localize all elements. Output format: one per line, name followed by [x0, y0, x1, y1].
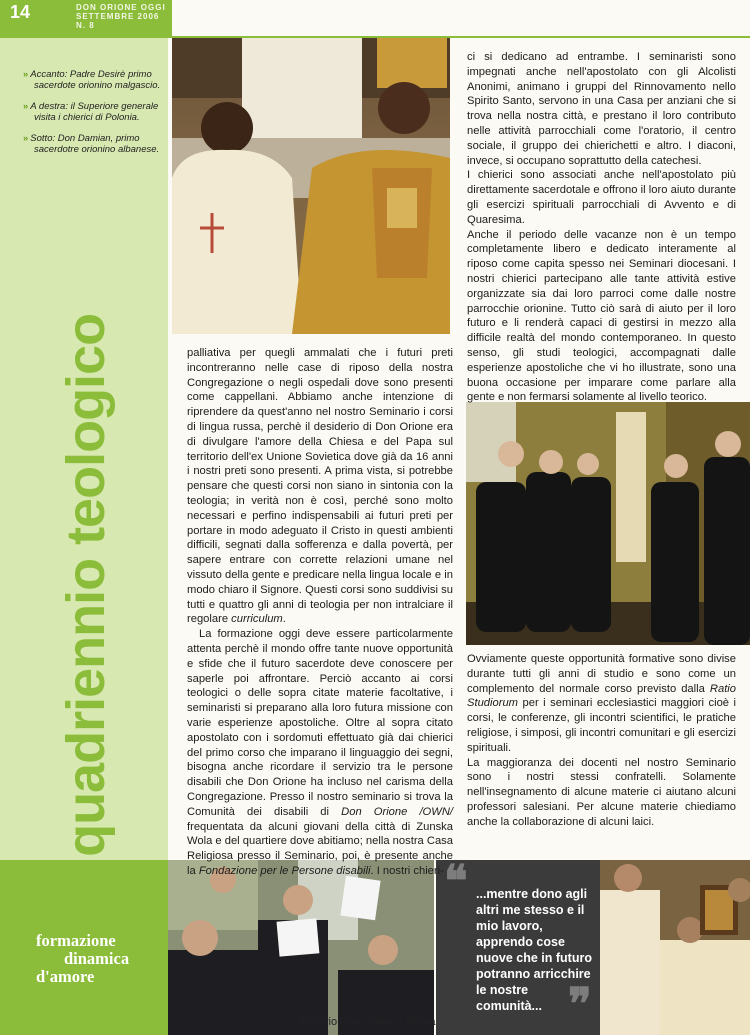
section-label [36, 932, 166, 986]
paragraph [467, 652, 736, 756]
caption-left: » Accanto: Padre Desirè primo sacerdote orionino malgascio. [23, 69, 161, 91]
photo-don-damian [600, 860, 750, 1035]
text-run: Ovviamente queste opportunità formative sono divise durante tutti gli anni di studio e sono come un complemento del normale corso previsto dalla [467, 653, 736, 695]
section-label-line: d'amore [36, 967, 95, 986]
paragraph: Anche il periodo delle vacanze non è un tempo completamente libero e dedicato interamente al riposo come capita spesso nei Seminari diocesani. I nostri chierici partecipano alle tante attività estive organizzate sia dai loro parroci come dalle nostre parrocchie orionine. Tutto ciò sarà di aiuto per il loro futuro e li renderà capaci di gestirsi in mezzo alla difficile realtà del mondo contemporaneo. In questo senso, gli studi teologici, accompagnati dalle esperienze apostoliche che vi ho illustrate, sono una buona occasione per imparare come parlare alla gente e non fermarsi solamente al livello teorico. [467, 228, 736, 404]
paragraph [187, 627, 453, 879]
section-title: quadriennio teologico [56, 313, 116, 857]
caption-bottom: » Sotto: Don Damian, primo sacerdotre orionino albanese. [23, 133, 160, 155]
photo-padre-desire [172, 38, 450, 334]
paragraph: palliativa per quegli ammalati che i futuri preti incontreranno nelle case di riposo della nostra Congregazione o negli ospedali dove sono presenti come cappellani. Abbiamo anche intenzione di riprendere da quest'anno nel nostro Seminario i corsi di lingua russa, perchè il desiderio di Don Orione era di divulgare l'amore della Chiesa e del Papa sul territorio dell'ex Unione Sovietica dove già da 16 anni i nostri preti sono presenti. A prima vista, si potrebbe pensare che questi corsi non siano in sintonia con la teologia; in verità non è così, perché sono molto necessari e perfino indispensabili ai futuri preti per portare in modo adeguato il Cristo in questi ambienti difficili, segnati dalla sofferenza e dalla povertà, per sapere entrare con corrette relazioni umane nel vissuto della gente e predicare nella lingua locale e in modo chiaro il Signore. Questi corsi sono suddivisi su tutti e quattro gli anni di teologia per non intralciare il regolare curriculum. [187, 347, 453, 626]
italic-run: Don Orione /OWN/ [341, 805, 454, 818]
text-run: palliativa per quegli ammalati che i futuri preti incontreranno nelle case di riposo della nostra Congregazione o negli ospedali dove sono presenti come cappellani. Abbiamo anche intenzione di riprendere da quest'anno nel nostro Seminario i corsi di lingua russa, perchè il desiderio di Don Orione era di divulgare l'amore della Chiesa e del Papa sul territorio dell'ex Unione Sovietica dove già da 16 anni i nostri preti sono presenti. A prima vista, si potrebbe pensare che questi corsi non siano in sintonia con la teologia; in verità non è così, perché sono molto necessari e perfino indispensabili ai futuri preti per portare in modo adeguato il Cristo in questi ambienti difficili, segnati dalla sofferenza e dalla povertà, per sapere entrare con corrette relazioni umane nel vissuto della gente e predicare nella lingua locale e in modo chiaro il Signore. Questi corsi sono suddivisi su tutti e quattro gli anni di teologia per non intralciare il regolare [187, 347, 453, 626]
magazine-issue: SETTEMBRE 2006 N. 8 [76, 12, 160, 30]
magazine-name: DON ORIONE OGGI [76, 3, 166, 12]
article-column-right-top [467, 50, 736, 405]
paragraph: ci si dedicano ad entrambe. I seminaristi sono impegnati anche nell'apostolato con gli Alcolisti Anonimi, animano i gruppi del Rinnovamento nello Spirito Santo, servono in una Casa per anziani che si trova nella nostra città, e prestano il loro contributo nelle attività parrocchiali come l'oratorio, il centro sociale, il gruppo dei chierichetti e altro. I diaconi, invece, si occupano soprattutto della catechesi. [467, 51, 736, 167]
photo-superior-poland [466, 402, 750, 645]
text-run: La formazione oggi deve essere particolarmente attenta perchè il mondo offre tante nuove opportunità e sfide che il futuro sacerdote deve conoscere per saperle poi affrontare. Perciò accanto ai corsi teologici o delle sopra citate materie facoltative, i seminaristi si preparano alla loro futura missione con varie esperienze apostoliche. Oltre al sopra citato apostolato con i sordomuti effettuato già dai chierici del primo corso che imparano il linguaggio dei segni, bisogna anche ricordare il servizio tra le persone disabili che Don Orione ha incluso nel carisma della Congregazione. Presso il nostro seminario si trova la Comunità dei disabili di [187, 628, 453, 818]
section-label-line: formazione [36, 931, 116, 950]
italic-run: Fondazione per le Persone disabili [198, 864, 371, 877]
text-run: per i seminari ecclesiastici maggiori cioè i corsi, le conferenze, gli incontri scientifici, le pratiche religiose, i simposi, gli incontri comunitari e gli esercizi spirituali. [467, 697, 736, 754]
text-run: . I nostri chieri- [370, 864, 444, 877]
italic-run: Ratio Studiorum [467, 682, 737, 710]
text-run: frequentata da alcuni giovani della città di Zunska Wola e del quartiere dove abitiamo; nella nostra Casa Religiosa presso il Seminario, poi, è presente anche la [187, 820, 453, 877]
article-column-middle [187, 346, 453, 879]
caption-right: » A destra: il Superiore generale visita i chierici di Polonia. [23, 101, 159, 123]
quote-text: ...mentre dono agli altri me stesso e il mio lavoro, apprendo cose nuove che in futuro potranno arricchire le nostre comunità... [476, 887, 592, 1013]
caption-text: Sotto: Don Damian, primo sacerdotre orionino albanese. [30, 133, 160, 155]
italic-run: curriculum [231, 613, 283, 626]
paragraph: La maggioranza dei docenti nel nostro Seminario sono i nostri stessi confratelli. Solamente nell'insegnamento di alcune materie ci aiutano alcuni professori salesiani. Per alcune materie chiediamo anche la collaborazione di alcuni laici. [467, 756, 736, 828]
magazine-title [76, 3, 172, 30]
article-column-right-bottom [467, 652, 736, 830]
caption-text: Accanto: Padre Desirè primo sacerdote orionino malgascio. [30, 69, 161, 91]
archive-watermark: Archivio Don Orione - Roma [298, 1016, 436, 1028]
caption-text: A destra: il Superiore generale visita i chierici di Polonia. [30, 101, 159, 123]
photo-seminarians [168, 860, 434, 1035]
page-number: 14 [10, 2, 31, 22]
section-heading-vertical [56, 313, 116, 915]
paragraph: I chierici sono associati anche nell'apostolato più direttamente sacerdotale e offrono il loro aiuto durante gli esercizi spirituali parrocchiali di Avvento e di Quaresima. [467, 169, 736, 226]
quote-open-icon: ❝ [444, 857, 468, 906]
section-label-line: dinamica [64, 949, 130, 968]
quote-close-icon: ❞ [568, 980, 592, 1029]
